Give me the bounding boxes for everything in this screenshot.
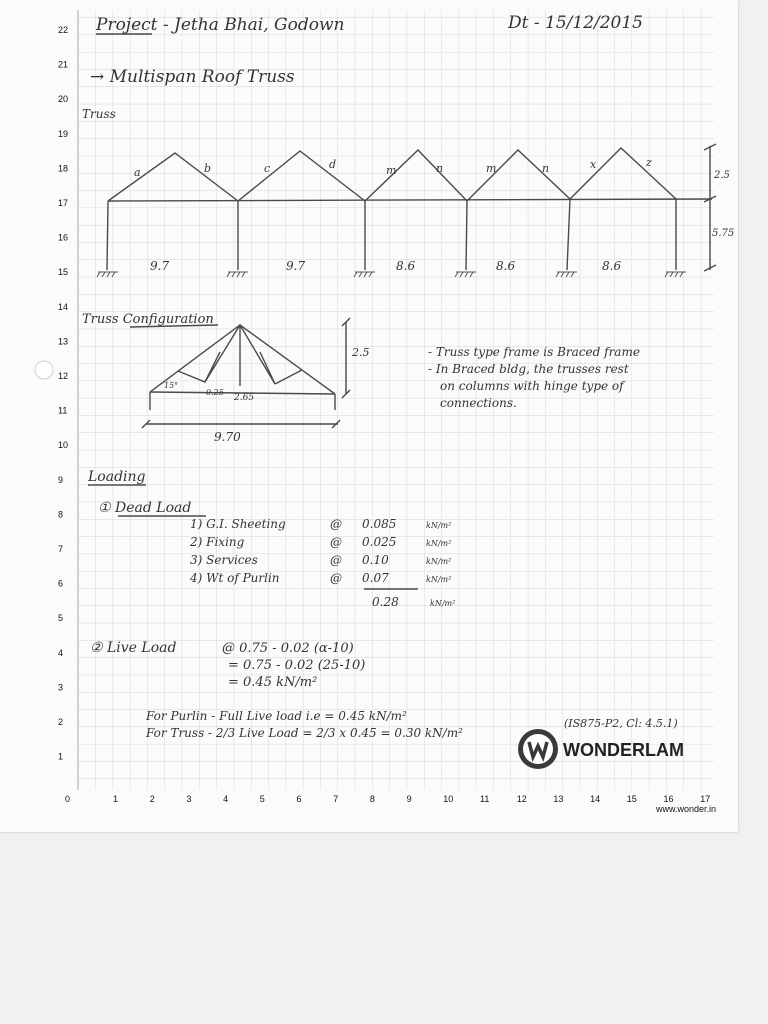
y-axis-label-22: 22 <box>58 25 69 35</box>
y-axis-label-17: 17 <box>58 198 69 208</box>
x-axis-label-5: 5 <box>259 794 265 804</box>
page-title: → Multispan Roof Truss <box>90 67 295 87</box>
x-axis-label-4: 4 <box>223 794 229 804</box>
dead-load-total-unit: kN/m² <box>430 599 456 608</box>
truss-label-1: b <box>204 162 212 175</box>
dead-load-item-value: 0.025 <box>362 535 397 549</box>
truss-label-4: m <box>386 164 397 177</box>
x-axis-label-12: 12 <box>516 794 527 804</box>
x-axis-label-10: 10 <box>443 794 454 804</box>
y-axis-label-13: 13 <box>58 336 69 347</box>
y-axis-label-21: 21 <box>58 59 69 70</box>
grid <box>78 10 714 790</box>
dead-load-total: 0.28 <box>372 595 399 609</box>
note-line-4: connections. <box>440 396 517 410</box>
dead-load-item-unit: kN/m² <box>426 521 452 530</box>
dead-load-item-label: 1) G.I. Sheeting <box>190 517 286 531</box>
note-line-3: on columns with hinge type of <box>440 379 624 393</box>
x-axis-labels <box>113 794 710 804</box>
dead-load-item-label: 3) Services <box>190 553 258 567</box>
span-label-1: 9.7 <box>286 259 306 273</box>
y-axis-label-15: 15 <box>58 267 69 278</box>
dead-load-item-value: 0.07 <box>362 571 389 585</box>
truss-label-9: z <box>646 156 652 169</box>
x-axis-label-9: 9 <box>406 794 412 804</box>
dead-load-item-unit: kN/m² <box>426 539 452 548</box>
x-axis-label-11: 11 <box>480 794 490 804</box>
date-text: Dt - 15/12/2015 <box>508 13 643 33</box>
y-axis-label-11: 11 <box>58 405 68 416</box>
column-height-dim: 5.75 <box>712 228 735 239</box>
truss-label-3: d <box>329 158 337 171</box>
y-axis-labels <box>58 25 68 762</box>
y-axis-label-10: 10 <box>58 440 69 451</box>
dead-load-item-value: 0.10 <box>362 553 389 567</box>
loading-title: Loading <box>88 469 146 485</box>
x-axis-label-8: 8 <box>369 794 375 804</box>
y-axis-label-8: 8 <box>58 509 64 520</box>
dead-load-item-unit: kN/m² <box>426 557 452 566</box>
config-span: 9.70 <box>214 430 241 444</box>
y-axis-label-16: 16 <box>58 232 69 243</box>
y-axis-label-6: 6 <box>58 578 64 589</box>
config-dim-b: 2.65 <box>234 393 255 403</box>
config-height: 2.5 <box>352 346 370 359</box>
dead-load-item-label: 2) Fixing <box>190 535 245 549</box>
live-line-3: = 0.45 kN/m² <box>228 675 318 690</box>
x-axis-label-13: 13 <box>553 794 564 804</box>
truss-label-0: a <box>134 166 141 179</box>
axis-origin: 0 <box>65 794 71 804</box>
y-axis-label-4: 4 <box>58 647 64 658</box>
y-axis-label-12: 12 <box>58 371 69 381</box>
y-axis-label-2: 2 <box>58 717 64 727</box>
x-axis-label-3: 3 <box>186 794 192 804</box>
config-angle: 15° <box>164 381 179 390</box>
code-reference: (IS875-P2, Cl: 4.5.1) <box>564 717 678 730</box>
dead-load-item-at: @ <box>330 553 342 567</box>
y-axis-label-20: 20 <box>58 94 69 105</box>
x-axis-label-14: 14 <box>590 794 601 804</box>
live-load-title: ② Live Load <box>90 640 177 656</box>
truss-label-7: n <box>542 162 550 175</box>
y-axis-label-9: 9 <box>58 474 64 485</box>
dead-load-item-at: @ <box>330 517 342 531</box>
config-dim-a: 0.25 <box>206 388 224 397</box>
span-label-0: 9.7 <box>150 259 170 273</box>
span-label-4: 8.6 <box>602 259 622 273</box>
x-axis-label-15: 15 <box>626 794 637 804</box>
purlin-line: For Purlin - Full Live load i.e = 0.45 kN/m² <box>146 709 407 723</box>
note-line-1: - Truss type frame is Braced frame <box>428 345 640 359</box>
y-axis-label-1: 1 <box>58 751 64 762</box>
x-axis-label-16: 16 <box>663 794 674 804</box>
x-axis-label-17: 17 <box>700 794 711 804</box>
x-axis-label-1: 1 <box>113 794 119 804</box>
config-title: Truss Configuration <box>82 312 214 327</box>
x-axis-label-2: 2 <box>149 794 155 804</box>
dead-load-title: ① Dead Load <box>98 500 192 516</box>
span-label-2: 8.6 <box>396 259 416 273</box>
span-label-3: 8.6 <box>496 259 516 273</box>
y-axis-label-14: 14 <box>58 301 69 312</box>
note-line-2: - In Braced bldg, the trusses rest <box>428 362 629 376</box>
live-line-1: @ 0.75 - 0.02 (α-10) <box>222 641 354 656</box>
brand-name: WONDERLAM <box>563 740 684 760</box>
truss-section-label: Truss <box>82 107 116 121</box>
y-axis-label-18: 18 <box>58 163 69 174</box>
truss-label-8: x <box>590 158 597 171</box>
truss-label-2: c <box>264 162 271 175</box>
live-line-2: = 0.75 - 0.02 (25-10) <box>228 658 366 673</box>
x-axis-label-6: 6 <box>296 794 302 804</box>
project-heading: Project - Jetha Bhai, Godown <box>96 15 345 35</box>
y-axis-label-3: 3 <box>58 682 64 693</box>
y-axis-label-19: 19 <box>58 128 69 139</box>
brand-url: www.wonder.in <box>656 804 717 814</box>
dead-load-item-at: @ <box>330 571 342 585</box>
dead-load-item-value: 0.085 <box>362 517 397 531</box>
truss-line: For Truss - 2/3 Live Load = 2/3 x 0.45 = 0.30 kN/m² <box>146 726 463 740</box>
truss-label-5: n <box>436 162 444 175</box>
rise-dim: 2.5 <box>714 170 730 181</box>
dead-load-item-label: 4) Wt of Purlin <box>190 571 280 585</box>
truss-label-6: m <box>486 162 497 175</box>
dead-load-item-at: @ <box>330 535 342 549</box>
punch-hole <box>35 361 53 379</box>
x-axis-label-7: 7 <box>333 794 339 804</box>
y-axis-label-5: 5 <box>58 613 64 624</box>
dead-load-item-unit: kN/m² <box>426 575 452 584</box>
y-axis-label-7: 7 <box>58 544 64 554</box>
